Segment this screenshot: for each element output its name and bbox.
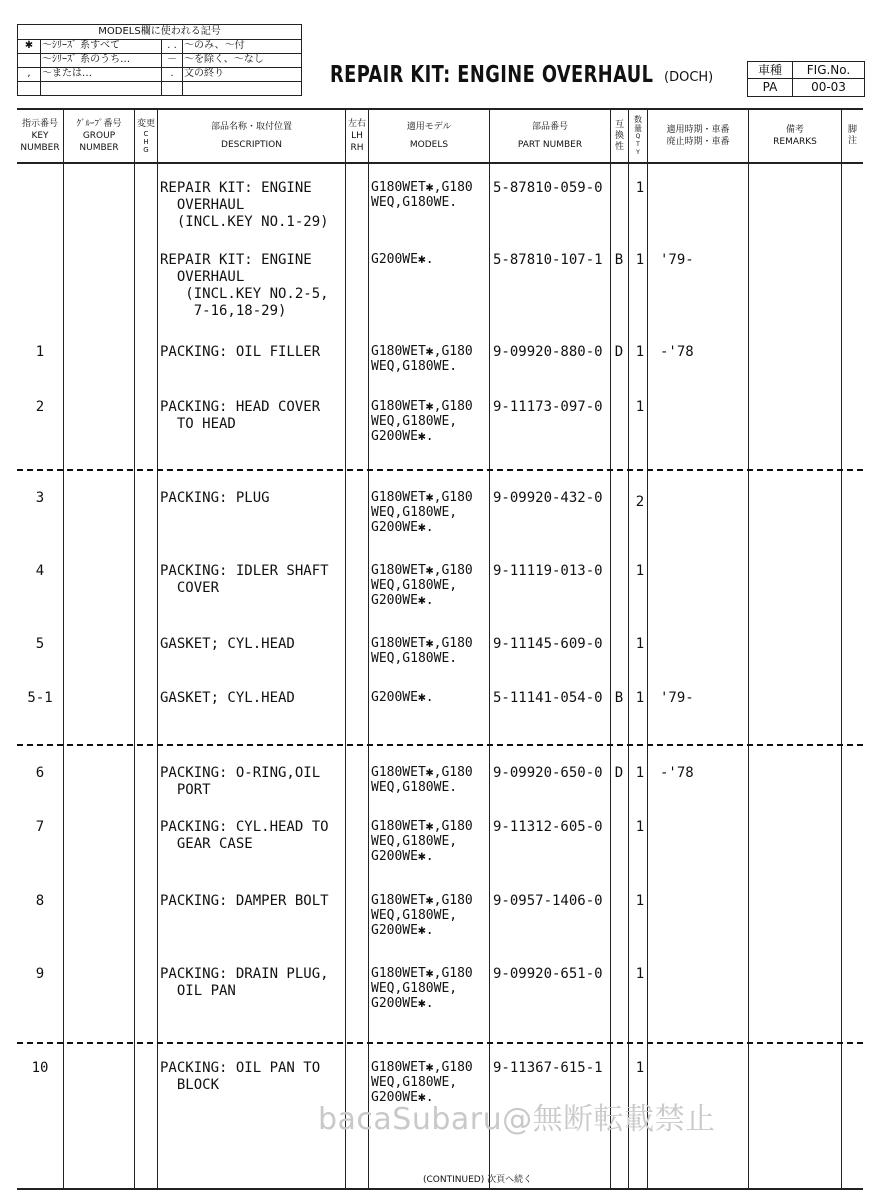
table-header (17, 108, 863, 164)
header-description (158, 110, 345, 162)
models: G180WET✱,G180 WEQ,G180WE, G200WE✱. (371, 893, 473, 938)
header-key-en: NUMBER (20, 143, 60, 153)
description: PACKING: OIL PAN TO BLOCK (160, 1060, 321, 1093)
quantity: 1 (635, 1060, 645, 1076)
legend-text: ～を除く、～なし (184, 54, 264, 65)
legend-divider (161, 39, 162, 95)
applicable-period: '79- (660, 690, 694, 706)
part-number: 9-11173-097-0 (493, 399, 603, 415)
parts-table-body (17, 162, 863, 1190)
legend-symbol: . . (167, 40, 177, 51)
legend-text: 文の終り (184, 68, 224, 79)
header-group-en: NUMBER (79, 143, 119, 153)
header-remarks (749, 110, 841, 162)
legend-row (18, 67, 301, 82)
legend-divider (182, 39, 183, 95)
models: G180WET✱,G180 WEQ,G180WE. (371, 765, 473, 795)
interchangeability: B (614, 252, 624, 268)
legend-text: ～のみ、～付 (184, 40, 245, 51)
part-number: 9-09920-880-0 (493, 344, 603, 360)
legend-divider (40, 39, 41, 95)
models: G180WET✱,G180 WEQ,G180WE, G200WE✱. (371, 399, 473, 444)
header-quantity (629, 110, 647, 162)
part-number: 5-87810-059-0 (493, 180, 603, 196)
quantity: 1 (635, 252, 645, 268)
key-number: 4 (35, 563, 45, 579)
description: PACKING: HEAD COVER TO HEAD (160, 399, 321, 432)
models: G180WET✱,G180 WEQ,G180WE, G200WE✱. (371, 819, 473, 864)
description: PACKING: DAMPER BOLT (160, 893, 329, 909)
legend-row (18, 39, 301, 54)
key-number: 10 (31, 1060, 49, 1076)
description: PACKING: PLUG (160, 490, 270, 506)
quantity: 1 (635, 563, 645, 579)
models: G200WE✱. (371, 252, 434, 267)
quantity: 1 (635, 344, 645, 360)
vehicle-type-label: 車種 (757, 63, 782, 77)
models: G180WET✱,G180 WEQ,G180WE. (371, 344, 473, 374)
quantity: 1 (635, 180, 645, 196)
description: GASKET; CYL.HEAD (160, 690, 295, 706)
header-models-jp: 適用モデル (406, 122, 452, 132)
header-interchange-jp: 互換性 (614, 119, 624, 152)
group-separator (17, 469, 863, 471)
key-number: 6 (35, 765, 45, 781)
key-number: 9 (35, 966, 45, 982)
models: G180WET✱,G180 WEQ,G180WE, G200WE✱. (371, 490, 473, 535)
part-number: 9-09920-650-0 (493, 765, 603, 781)
header-footnote (842, 110, 863, 162)
fig-no-value: 00-03 (811, 80, 846, 94)
applicable-period: '79- (660, 252, 694, 268)
header-part-en: PART NUMBER (517, 140, 583, 150)
header-applicable-period (648, 110, 748, 162)
key-number: 5 (35, 636, 45, 652)
header-lh: LH (351, 131, 363, 141)
legend-row (18, 53, 301, 68)
legend-symbol: ✱ (24, 40, 34, 51)
header-description-en: DESCRIPTION (221, 140, 282, 150)
part-number: 9-11312-605-0 (493, 819, 603, 835)
page-bottom-rule (17, 1188, 863, 1190)
header-rh: RH (350, 143, 364, 153)
header-footnote-jp: 脚注 (847, 125, 857, 146)
header-period-start: 適用時期・車番 (666, 125, 730, 135)
header-description-jp: 部品名称・取付位置 (210, 122, 292, 132)
legend-symbol: . (170, 68, 174, 79)
interchangeability: B (614, 690, 624, 706)
header-remarks-jp: 備考 (785, 125, 804, 135)
part-number: 9-09920-432-0 (493, 490, 603, 506)
part-number: 5-11141-054-0 (493, 690, 603, 706)
header-models (369, 110, 489, 162)
description: GASKET; CYL.HEAD (160, 636, 295, 652)
page-subtitle: (DOCH) (664, 70, 714, 85)
models: G180WET✱,G180 WEQ,G180WE, G200WE✱. (371, 966, 473, 1011)
quantity: 1 (635, 765, 645, 781)
description: REPAIR KIT: ENGINE OVERHAUL (INCL.KEY NO.1-29) (160, 180, 329, 230)
legend-text: ～または… (42, 68, 92, 79)
quantity: 2 (635, 494, 645, 510)
continued-note: (CONTINUED) 次頁へ続く (423, 1175, 533, 1185)
header-key-number (17, 110, 63, 162)
legend-symbol: － (167, 54, 177, 65)
interchangeability: D (614, 765, 624, 781)
fig-no-label: FIG.No. (806, 63, 851, 77)
header-models-en: MODELS (409, 140, 449, 150)
header-key-en: KEY (31, 131, 49, 141)
page-title: REPAIR KIT: ENGINE OVERHAUL (330, 62, 654, 88)
key-number: 8 (35, 893, 45, 909)
header-change-en: C H G (143, 130, 149, 154)
group-separator (17, 744, 863, 746)
description: PACKING: IDLER SHAFT COVER (160, 563, 329, 596)
legend-text: ～ｼﾘｰｽﾞ 系のうち… (42, 54, 131, 65)
legend-heading-row (18, 25, 301, 40)
quantity: 1 (635, 399, 645, 415)
header-period-end: 廃止時期・車番 (666, 137, 730, 147)
part-number: 9-0957-1406-0 (493, 893, 603, 909)
key-number: 1 (35, 344, 45, 360)
key-number: 5-1 (27, 690, 53, 706)
description: PACKING: DRAIN PLUG, OIL PAN (160, 966, 329, 999)
applicable-period: -'78 (660, 344, 694, 360)
quantity: 1 (635, 819, 645, 835)
vehicle-type-value: PA (762, 80, 778, 94)
interchangeability: D (614, 344, 624, 360)
description: PACKING: CYL.HEAD TO GEAR CASE (160, 819, 329, 852)
models: G180WET✱,G180 WEQ,G180WE. (371, 180, 473, 210)
description: PACKING: OIL FILLER (160, 344, 321, 360)
header-group-number (64, 110, 134, 162)
header-lhrh-jp: 左右 (347, 119, 366, 129)
header-interchangeability (611, 110, 628, 162)
description: PACKING: O-RING,OIL PORT (160, 765, 321, 798)
key-number: 3 (35, 490, 45, 506)
part-number: 9-09920-651-0 (493, 966, 603, 982)
quantity: 1 (635, 690, 645, 706)
legend-symbol: , (27, 68, 31, 79)
header-lh-rh (346, 110, 368, 162)
legend-text: ～ｼﾘｰｽﾞ 系すべて (42, 40, 120, 51)
group-separator (17, 1042, 863, 1044)
applicable-period: -'78 (660, 765, 694, 781)
symbol-legend (17, 24, 302, 96)
models: G180WET✱,G180 WEQ,G180WE, G200WE✱. (371, 563, 473, 608)
header-qty-en: Q T Y (635, 133, 641, 156)
quantity: 1 (635, 636, 645, 652)
watermark: bacaSubaru@無断転載禁止 (318, 1102, 716, 1137)
part-number: 9-11145-609-0 (493, 636, 603, 652)
header-part-number (490, 110, 610, 162)
models: G180WET✱,G180 WEQ,G180WE, G200WE✱. (371, 1060, 473, 1105)
models: G180WET✱,G180 WEQ,G180WE. (371, 636, 473, 666)
models: G200WE✱. (371, 690, 434, 705)
header-group-jp: ｸﾞﾙｰﾌﾟ番号 (76, 119, 122, 129)
legend-symbol (18, 53, 40, 67)
part-number: 5-87810-107-1 (493, 252, 603, 268)
header-part-jp: 部品番号 (531, 122, 568, 132)
header-change-jp: 変更 (136, 119, 155, 129)
quantity: 1 (635, 893, 645, 909)
key-number: 2 (35, 399, 45, 415)
header-group-en: GROUP (82, 131, 116, 141)
figure-number-box (747, 61, 865, 97)
header-qty-jp: 数量 (634, 115, 642, 133)
quantity: 1 (635, 966, 645, 982)
header-remarks-en: REMARKS (773, 137, 817, 147)
description: REPAIR KIT: ENGINE OVERHAUL (INCL.KEY NO.2-5, 7-16,18-29) (160, 252, 329, 319)
legend-heading: MODELS欄に使われる記号 (98, 26, 221, 37)
part-number: 9-11119-013-0 (493, 563, 603, 579)
header-change (135, 110, 157, 162)
header-key-jp: 指示番号 (21, 119, 58, 129)
part-number: 9-11367-615-1 (493, 1060, 603, 1076)
key-number: 7 (35, 819, 45, 835)
